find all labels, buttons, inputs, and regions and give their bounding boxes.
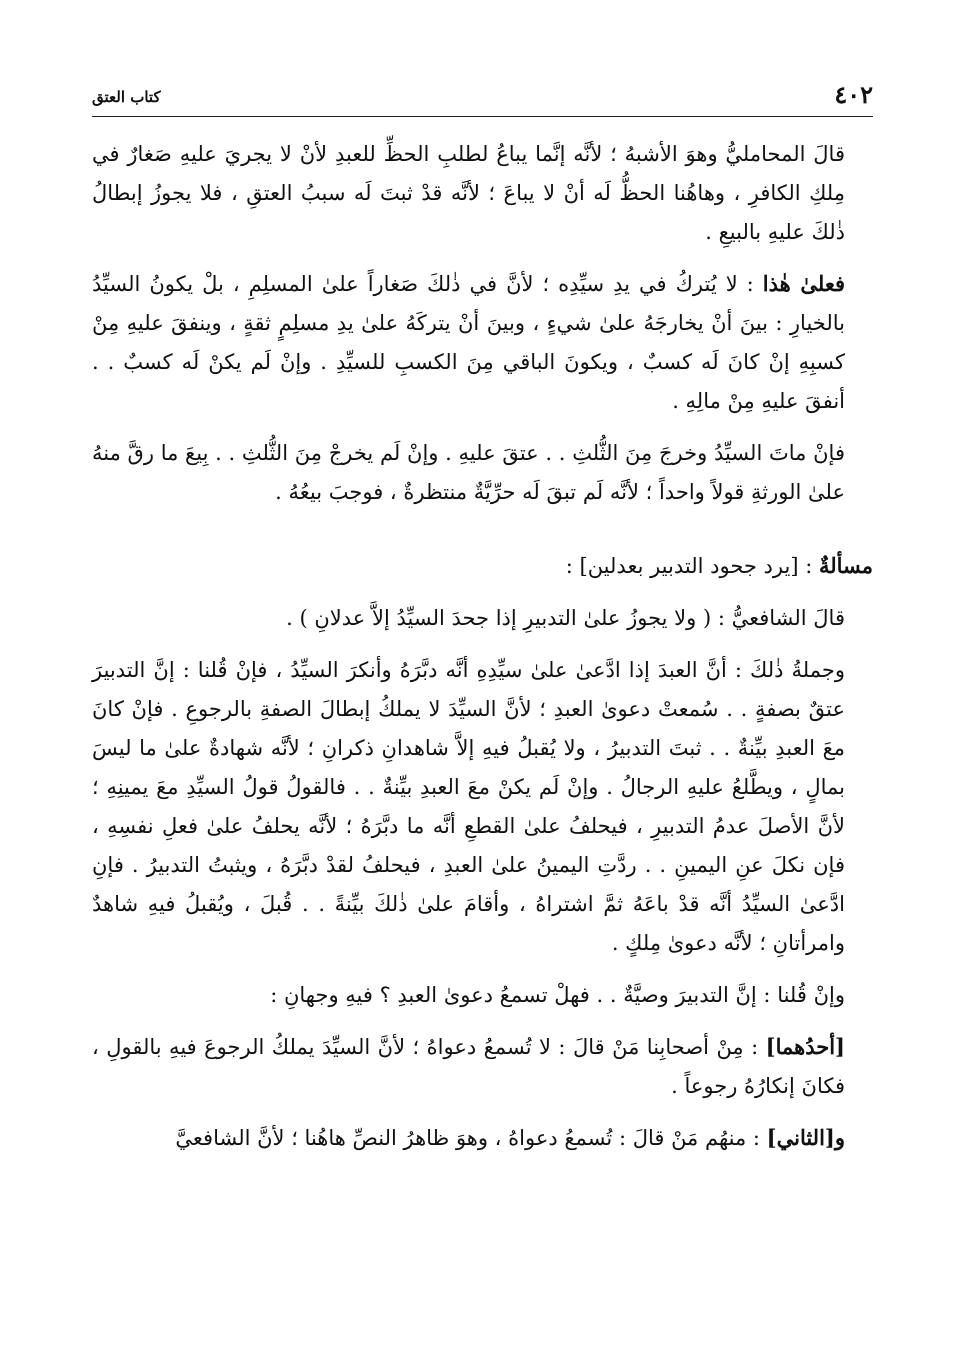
paragraph <box>92 1118 873 1158</box>
paragraph-text: وإنْ قُلنا : إنَّ التدبيرَ وصيَّةٌ . . فهلْ تسمعُ دعوىٰ العبدِ ؟ فيهِ وجهانِ : <box>270 983 845 1007</box>
issue-heading-lead: مسألةٌ <box>818 553 873 578</box>
paragraph <box>92 134 873 252</box>
paragraph-lead: و[الثاني] <box>766 1125 845 1150</box>
paragraph-text: : مِنْ أصحابِنا مَنْ قالَ : لا تُسمعُ دعواهُ ؛ لأنَّ السيِّدَ يملكُ الرجوعَ فيهِ بالقولِ ، فكانَ إنكارُهُ رجوعاً . <box>92 1035 845 1098</box>
paragraph-text: وجملةُ ذٰلكَ : أنَّ العبدَ إذا ادَّعىٰ علىٰ سيِّدِهِ أنَّه دبَّرَهُ وأنكرَ السيِّدُ ، فإنْ قُلنا : إنَّ التدبيرَ عتقٌ بصفةٍ . . سُمعتْ دعوىٰ العبدِ ؛ لأنَّ السيِّدَ لا يملكُ إبطالَ الصفةِ بالرجوعِ . فإنْ كانَ معَ العبدِ بيِّنةٌ . . ثبتَ التدبيرُ ، ولا يُقبلُ فيهِ إلاَّ شاهدانِ ذكرانِ ؛ لأنَّه شهادةٌ علىٰ ما ليسَ بمالٍ ، ويطَّلعُ عليهِ الرجالُ . وإنْ لَم يكنْ معَ العبدِ بيِّنةٌ . . فالقولُ قولُ السيِّدِ معَ يمينِهِ ؛ لأنَّ الأصلَ عدمُ التدبيرِ ، فيحلفُ علىٰ القطعِ أنَّه ما دبَّرَهُ ؛ لأنَّه يحلفُ علىٰ فعلِ نفسِهِ ، فإن نكلَ عنِ اليمينِ . . ردَّتِ اليمينُ علىٰ العبدِ ، فيحلفُ لقدْ دبَّرَهُ ، ويثبتُ التدبيرُ . فإنِ ادَّعىٰ السيِّدُ أنَّه قدْ باعَهُ ثمَّ اشتراهُ ، وأقامَ علىٰ ذٰلكَ بيِّنةً . . قُبلَ ، ويُقبلُ فيهِ شاهدٌ وامرأتانِ ؛ لأنَّه دعوىٰ مِلكٍ . <box>92 658 845 955</box>
page-header <box>92 76 873 117</box>
page-body <box>92 134 873 1170</box>
issue-heading-text: : [يرد جحود التدبير بعدلين] : <box>565 554 819 578</box>
paragraph-text: قالَ الشافعيُّ : ( ولا يجوزُ علىٰ التدبيرِ إذا جحدَ السيِّدُ إلاَّ عدلانِ ) . <box>286 606 845 630</box>
paragraph-text: : منهُم مَنْ قالَ : تُسمعُ دعواهُ ، وهوَ ظاهرُ النصِّ هاهُنا ؛ لأنَّ الشافعيَّ <box>175 1126 767 1150</box>
paragraph-text: قالَ المحامليُّ وهوَ الأشبهُ ؛ لأنَّه إنَّما يباعُ لطلبِ الحظِّ للعبدِ لأنْ لا يجريَ عليهِ صَغارٌ في مِلكِ الكافرِ ، وهاهُنا الحظُّ لَه أنْ لا يباعَ ؛ لأنَّه قدْ ثبتَ لَه سببُ العتقِ ، فلا يجوزُ إبطالُ ذٰلكَ عليهِ بالبيعِ . <box>92 142 845 244</box>
paragraph <box>92 975 873 1015</box>
page-number: ٤٠٢ <box>834 80 873 109</box>
paragraph-lead: [أحدُهما] <box>765 1034 845 1059</box>
paragraph <box>92 264 873 421</box>
paragraph <box>92 598 873 638</box>
running-title: كتاب العتق <box>92 88 161 106</box>
issue-heading <box>92 546 873 586</box>
paragraph <box>92 1027 873 1106</box>
paragraph <box>92 650 873 963</box>
paragraph-text: فإنْ ماتَ السيِّدُ وخرجَ مِنَ الثُّلثِ . . عتقَ عليهِ . وإنْ لَم يخرجْ مِنَ الثُّلثِ . . بِيعَ ما رقَّ منهُ علىٰ الورثةِ قولاً واحداً ؛ لأنَّه لَم تبقَ لَه حرِّيَّةٌ منتظرةٌ ، فوجبَ بيعُهُ . <box>92 441 845 504</box>
paragraph-lead: فعلىٰ هٰذا <box>762 271 845 296</box>
paragraph-text: : لا يُتركُ في يدِ سيِّدِه ؛ لأنَّ في ذٰلكَ صَغاراً علىٰ المسلِمِ ، بلْ يكونُ السيِّدُ بالخيارِ : بينَ أنْ يخارجَهُ علىٰ شيءٍ ، وبينَ أنْ يتركَهُ علىٰ يدِ مسلِمٍ ثقةٍ ، وينفقَ عليهِ مِنْ كسبِهِ إنْ كانَ لَه كسبٌ ، ويكونَ الباقي مِنَ الكسبِ للسيِّدِ . وإنْ لَم يكنْ لَه كسبٌ . . أنفقَ عليهِ مِنْ مالِهِ . <box>92 272 845 413</box>
paragraph <box>92 433 873 512</box>
